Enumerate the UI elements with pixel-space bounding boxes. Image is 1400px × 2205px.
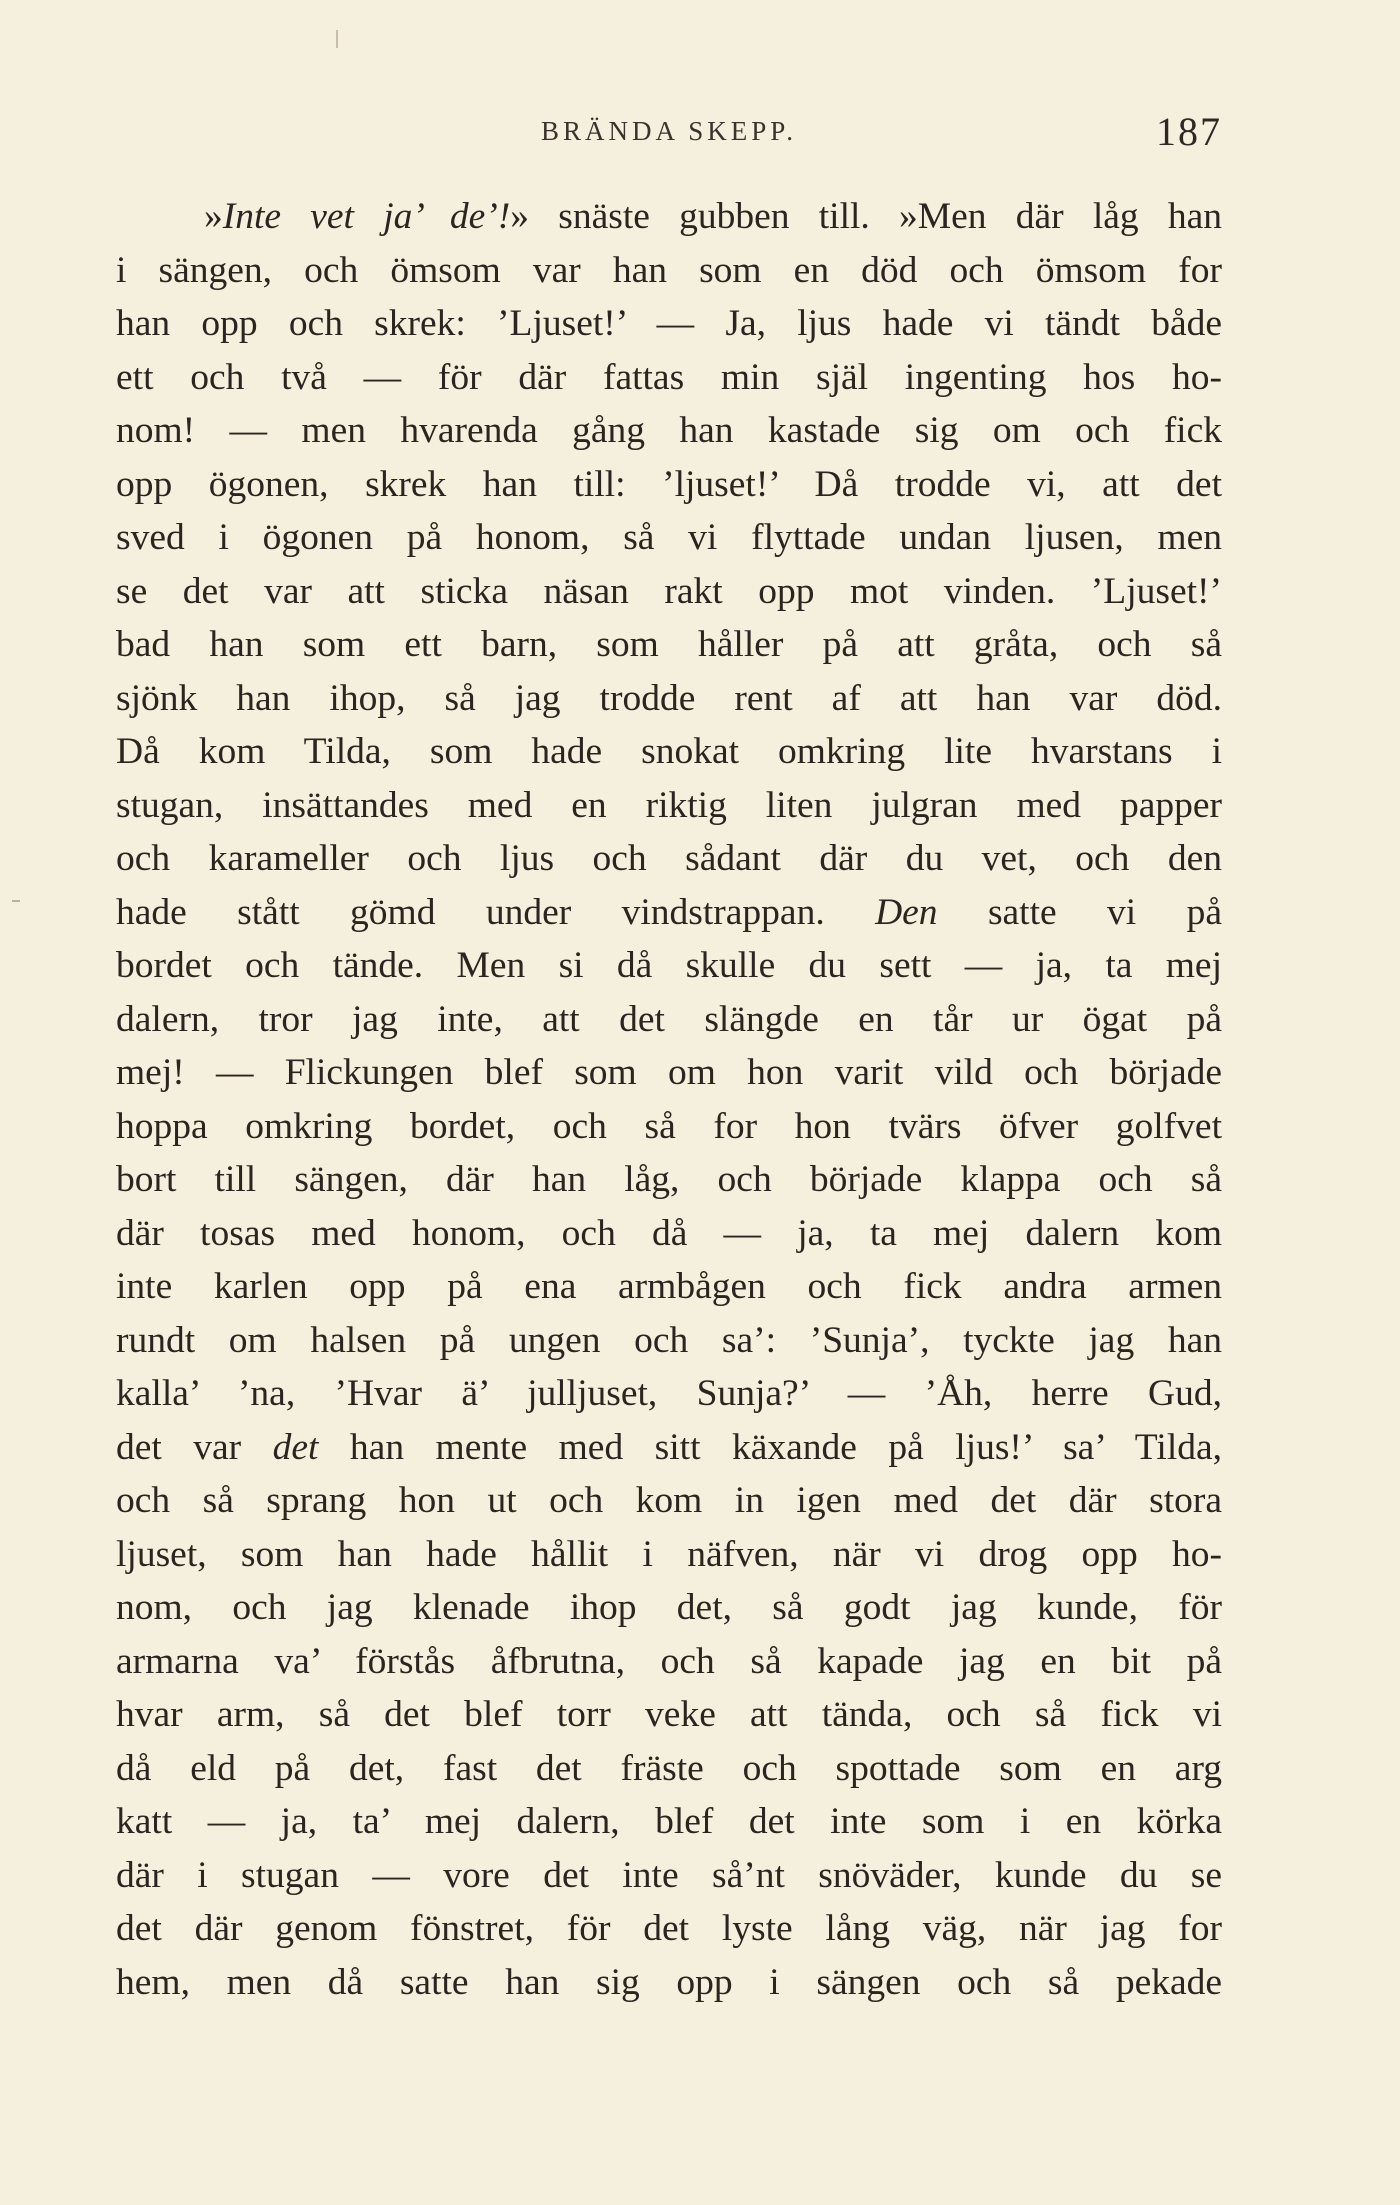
- text-run: där i stugan — vore det inte så’nt snöväder, kunde du se: [116, 1854, 1222, 1896]
- text-line: [116, 1046, 1222, 1100]
- text-line: [116, 190, 1222, 244]
- text-line: [116, 244, 1222, 298]
- text-line: [116, 1902, 1222, 1956]
- text-line: [116, 832, 1222, 886]
- text-run: det var: [116, 1426, 273, 1468]
- text-line: [116, 297, 1222, 351]
- text-run: bad han som ett barn, som håller på att gråta, och så: [116, 624, 1222, 665]
- text-run: då eld på det, fast det fräste och spottade som en arg: [116, 1747, 1222, 1789]
- text-run: nom! — men hvarenda gång han kastade sig om och fick: [116, 410, 1222, 451]
- text-line: [116, 1100, 1222, 1154]
- italic-text: Inte vet ja’ de’!: [222, 196, 511, 237]
- italic-text: det: [272, 1426, 319, 1468]
- text-run: ljuset, som han hade hållit i näfven, när vi drog opp ho-: [116, 1533, 1222, 1575]
- running-title: BRÄNDA SKEPP.: [540, 116, 798, 146]
- text-line: [116, 1260, 1222, 1314]
- text-run: » snäste gubben till. »Men där låg han: [510, 196, 1222, 237]
- text-run: och karameller och ljus och sådant där du vet, och den: [116, 838, 1222, 879]
- text-line: [116, 725, 1222, 779]
- text-run: armarna va’ förstås åfbrutna, och så kapade jag en bit på: [116, 1640, 1222, 1682]
- text-line: [116, 458, 1222, 512]
- text-line: [116, 886, 1222, 940]
- text-line: [116, 1581, 1222, 1635]
- text-line: [116, 1795, 1222, 1849]
- text-line: [116, 939, 1222, 993]
- text-run: opp ögonen, skrek han till: ’ljuset!’ Då trodde vi, att det: [116, 463, 1222, 505]
- text-run: dalern, tror jag inte, att det slängde en tår ur ögat på: [116, 998, 1222, 1040]
- text-line: [116, 1153, 1222, 1207]
- text-run: hvar arm, så det blef torr veke att tända, och så fick vi: [116, 1694, 1222, 1735]
- text-run: stugan, insättandes med en riktig liten julgran med papper: [116, 784, 1222, 826]
- text-run: se det var att sticka näsan rakt opp mot vinden. ’Ljuset!’: [116, 570, 1222, 612]
- text-run: »: [204, 196, 223, 237]
- text-line: [116, 511, 1222, 565]
- text-line: [116, 1742, 1222, 1796]
- text-run: kalla’ ’na, ’Hvar ä’ julljuset, Sunja?’ — ’Åh, herre Gud,: [116, 1373, 1222, 1414]
- text-run: sved i ögonen på honom, så vi flyttade undan ljusen, men: [116, 517, 1222, 558]
- running-head: [116, 108, 1222, 158]
- text-line: [116, 1207, 1222, 1261]
- paper-mark: [336, 30, 338, 48]
- text-run: rundt om halsen på ungen och sa’: ’Sunja’, tyckte jag han: [116, 1319, 1222, 1361]
- text-line: [116, 1367, 1222, 1421]
- text-line: [116, 1688, 1222, 1742]
- text-run: bort till sängen, där han låg, och började klappa och så: [116, 1159, 1222, 1200]
- text-line: [116, 1956, 1222, 2010]
- text-run: hade stått gömd under vindstrappan.: [116, 891, 876, 933]
- text-line: [116, 779, 1222, 833]
- text-run: där tosas med honom, och då — ja, ta mej dalern kom: [116, 1212, 1222, 1254]
- text-line: [116, 1635, 1222, 1689]
- text-run: nom, och jag klenade ihop det, så godt jag kunde, för: [116, 1587, 1222, 1628]
- text-run: i sängen, och ömsom var han som en död och ömsom for: [116, 249, 1222, 291]
- text-line: [116, 1474, 1222, 1528]
- text-line: [116, 993, 1222, 1047]
- italic-text: Den: [875, 891, 938, 933]
- text-line: [116, 618, 1222, 672]
- text-run: Då kom Tilda, som hade snokat omkring lite hvarstans i: [116, 731, 1222, 772]
- text-run: katt — ja, ta’ mej dalern, blef det inte som i en körka: [116, 1801, 1222, 1842]
- text-run: han mente med sitt käxande på ljus!’ sa’ Tilda,: [318, 1426, 1223, 1468]
- text-line: [116, 1314, 1222, 1368]
- text-run: mej! — Flickungen blef som om hon varit vild och började: [116, 1052, 1222, 1093]
- text-run: och så sprang hon ut och kom in igen med det där stora: [116, 1480, 1222, 1521]
- text-run: sjönk han ihop, så jag trodde rent af att han var död.: [116, 677, 1222, 719]
- text-run: inte karlen opp på ena armbågen och fick andra armen: [116, 1266, 1222, 1307]
- page-number: 187: [1156, 109, 1222, 154]
- text-run: ett och två — för där fattas min själ ingenting hos ho-: [116, 356, 1222, 398]
- body-text: [116, 190, 1222, 2009]
- text-run: satte vi på: [937, 891, 1222, 933]
- text-line: [116, 351, 1222, 405]
- text-line: [116, 565, 1222, 619]
- text-line: [116, 1528, 1222, 1582]
- text-run: det där genom fönstret, för det lyste lång väg, när jag for: [116, 1908, 1222, 1949]
- text-run: bordet och tände. Men si då skulle du sett — ja, ta mej: [116, 945, 1222, 986]
- text-line: [116, 404, 1222, 458]
- paper-mark: [12, 900, 20, 902]
- text-line: [116, 672, 1222, 726]
- text-run: hem, men då satte han sig opp i sängen och så pekade: [116, 1961, 1222, 2003]
- text-line: [116, 1849, 1222, 1903]
- text-run: han opp och skrek: ’Ljuset!’ — Ja, ljus hade vi tändt både: [116, 303, 1222, 344]
- text-line: [116, 1421, 1222, 1475]
- text-run: hoppa omkring bordet, och så for hon tvärs öfver golfvet: [116, 1105, 1222, 1147]
